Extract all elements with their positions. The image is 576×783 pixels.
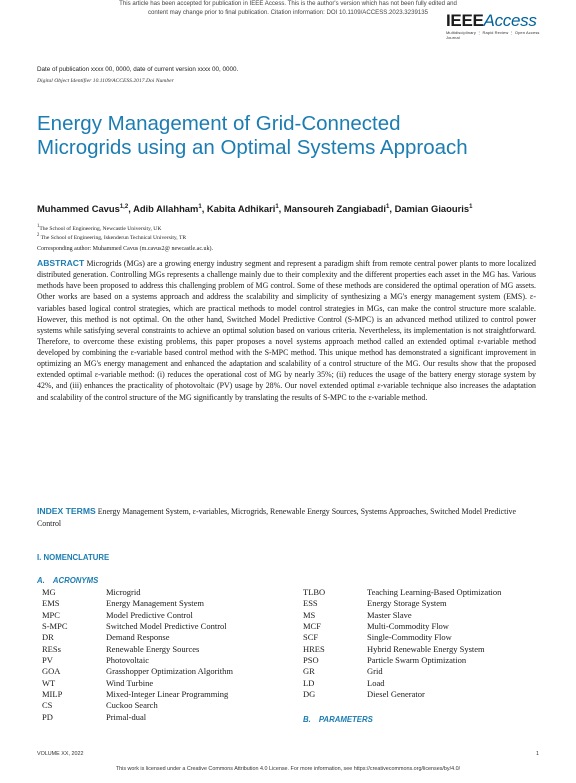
- doi-line: Digital Object Identifier 10.1109/ACCESS.2017.Doi Number: [37, 78, 174, 84]
- acronym-row: [42, 700, 233, 711]
- acronym-row: [303, 610, 501, 621]
- author-affiliation-mark: 1: [275, 204, 279, 210]
- acronym-definition: Particle Swarm Optimization: [367, 655, 467, 666]
- acronym-row: [42, 621, 233, 632]
- author-name: Mansoureh Zangiabadi: [283, 203, 386, 215]
- acronym-row: [42, 598, 233, 609]
- acronym-abbr: GOA: [42, 666, 61, 677]
- volume-footer: VOLUME XX, 2022: [37, 751, 84, 757]
- index-terms-heading: INDEX TERMS: [37, 506, 96, 516]
- acronym-abbr: MG: [42, 587, 56, 597]
- acronym-abbr: HRES: [303, 643, 325, 654]
- author-affiliation-mark: 1: [386, 204, 390, 210]
- acronym-definition: Teaching Learning-Based Optimization: [367, 587, 502, 597]
- author-name: Adib Allahham: [133, 203, 199, 215]
- acronym-abbr: WT: [42, 677, 56, 688]
- acronym-abbr: MCF: [303, 621, 321, 632]
- acronym-row: [303, 644, 501, 655]
- section-nomenclature-heading: I. NOMENCLATURE: [37, 553, 110, 562]
- acronym-row: [42, 587, 233, 598]
- acronym-abbr: S-MPC: [42, 621, 68, 632]
- acronym-definition: Multi-Commodity Flow: [367, 621, 449, 632]
- acronym-definition: Master Slave: [367, 609, 412, 620]
- author-list: Muhammed Cavus$^{1,2}$, Adib Allahham$^1$, Kabita Adhikari$^1$, Mansoureh Zangiabadi$^1$, Damian Giaouris$^1$: [37, 203, 473, 215]
- acronym-row: [42, 712, 233, 723]
- acronym-definition: Switched Model Predictive Control: [106, 621, 227, 632]
- abstract-text: Microgrids (MGs) are a growing energy industry segment and represent a paradigm shift from remote central power plants to more localized distributed generation. Controlling MGs represents a challenge mainly due to their complexity and the different properties each asset in the MG has. Various methods have been proposed to address this challenging problem of MG control. Some of these methods are considered the optimal operation of MG assets. Other works are based on a systems approach and address the scalability and simplicity of synthesizing a MG's energy management system (EMS). ε-variables based logical control strategies, which are practical methods to model control strategies in MGs, can make the control structure more scalable. However, this method is not optimal. On the other hand, Switched Model Predictive Control (S-MPC) is an advanced method utilized to control power systems while satisfying several constraints to achieve an optimal solution based on various criteria. Nevertheless, its implementation is not straightforward. Therefore, to overcome these existing problems, this paper proposes a novel systems approach method called an extended optimal ε-variable method developed by combining the ε-variable based control method with the S-MPC method. This unique method has demonstrated a significant improvement in optimizing an MG's energy management and enhanced the adaptation and scalability of a control structure of the MG. Our results show that the proposed extended optimal ε-variable method: (i) reduces the operational cost of MG by nearly 35%; (ii) reduces the usage of the battery energy storage system by 42%, and (iii) enhances the practicality of photovoltaic (PV) usage by 28%. Our novel extended optimal ε-variable technique also increases the adaptation and scalability of the control structure of the MG significantly by translating the results of S-MPC to the ε-variable method.: [37, 259, 537, 402]
- acronym-definition: Wind Turbine: [106, 677, 154, 688]
- acronym-row: [42, 655, 233, 666]
- logo-ieee-text: IEEE: [446, 11, 484, 30]
- corresponding-author: Corresponding author: Muhammed Cavus (m.cavus2@ newcastle.ac.uk).: [37, 246, 213, 252]
- acronym-definition: Grasshopper Optimization Algorithm: [106, 666, 234, 677]
- acronym-abbr: RESs: [42, 643, 61, 654]
- acronym-row: [42, 644, 233, 655]
- acronym-row: [303, 587, 501, 598]
- acronym-abbr: CS: [42, 700, 53, 711]
- acronym-abbr: PSO: [303, 655, 319, 666]
- author-name: Kabita Adhikari: [206, 203, 276, 215]
- acronym-definition: Energy Management System: [106, 598, 205, 609]
- acronym-definition: Diesel Generator: [367, 689, 425, 700]
- acronym-abbr: TLBO: [303, 587, 326, 597]
- acceptance-notice-line1: This article has been accepted for publication in IEEE Access. This is the author's version which has not been fully edited and: [119, 0, 457, 7]
- acronym-definition: Microgrid: [106, 587, 141, 597]
- author-affiliation-mark: 1: [198, 204, 202, 210]
- acronym-definition: Mixed-Integer Linear Programming: [106, 689, 229, 700]
- acronym-row: [303, 655, 501, 666]
- license-footer: This work is licensed under a Creative Commons Attribution 4.0 License. For more information, see https://creativecommons.org/licenses/by/4.0/: [115, 766, 461, 772]
- acronym-definition: Cuckoo Search: [106, 700, 158, 711]
- subsection-parameters-heading: B. PARAMETERS: [303, 715, 373, 724]
- affiliation-2: $^2$ The School of Engineering, Iskenderun Technical University, TR: [37, 233, 187, 241]
- acronym-row: [303, 632, 501, 643]
- abstract-heading: ABSTRACT: [37, 258, 85, 268]
- acceptance-notice-line2: content may change prior to final publication. Citation information: DOI 10.1109/ACCESS.2023.3239135: [147, 8, 429, 16]
- acronym-row: [303, 689, 501, 700]
- acronym-definition: Renewable Energy Sources: [106, 643, 200, 654]
- logo-tagline: Multidisciplinary ⋮ Rapid Review ⋮ Open Access Journal: [446, 30, 540, 40]
- acronym-definition: Single-Commodity Flow: [367, 632, 452, 643]
- publication-date: Date of publication xxxx 00, 0000, date of current version xxxx 00, 0000.: [37, 66, 239, 73]
- acronym-row: [303, 678, 501, 689]
- ieee-access-logo: [446, 11, 542, 41]
- acronyms-table-left: [42, 587, 233, 723]
- acronym-row: [42, 632, 233, 643]
- acronym-definition: Hybrid Renewable Energy System: [367, 643, 485, 654]
- acronym-row: [42, 689, 233, 700]
- author-affiliation-mark: 1: [469, 204, 473, 210]
- acronym-row: [42, 666, 233, 677]
- acronym-definition: Energy Storage System: [367, 598, 447, 609]
- acronym-abbr: PD: [42, 711, 53, 722]
- logo-access-text: Access: [483, 11, 537, 30]
- index-terms: [37, 505, 536, 530]
- acronym-definition: Load: [367, 677, 385, 688]
- acronym-row: [303, 666, 501, 677]
- acronym-row: [303, 598, 501, 609]
- acronym-abbr: PV: [42, 655, 53, 666]
- acronym-abbr: LD: [303, 677, 315, 688]
- acronym-row: [42, 610, 233, 621]
- acronym-definition: Grid: [367, 666, 383, 677]
- acronym-abbr: SCF: [303, 632, 319, 643]
- acronym-definition: Photovoltaic: [106, 655, 149, 666]
- acronym-abbr: GR: [303, 666, 315, 677]
- subsection-acronyms-heading: A. ACRONYMS: [37, 576, 99, 585]
- acronym-abbr: MPC: [42, 609, 60, 620]
- acronym-abbr: MILP: [42, 689, 63, 700]
- author-name: Damian Giaouris: [394, 203, 470, 215]
- acronym-abbr: DG: [303, 689, 316, 700]
- paper-title: Energy Management of Grid-Connected Microgrids using an Optimal Systems Approach: [37, 112, 468, 159]
- page-number: 1: [536, 751, 539, 757]
- acronym-row: [303, 621, 501, 632]
- index-terms-text: Energy Management System, ε-variables, Microgrids, Renewable Energy Sources, Systems Approaches, Switched Model Predictive Control: [37, 507, 517, 528]
- affiliation-1: $^1$The School of Engineering, Newcastle University, UK: [37, 224, 162, 232]
- acronym-row: [42, 678, 233, 689]
- acronym-abbr: DR: [42, 632, 54, 643]
- acronym-definition: Model Predictive Control: [106, 609, 193, 620]
- acronym-abbr: ESS: [303, 598, 318, 609]
- acronym-definition: Primal-dual: [106, 711, 147, 722]
- author-name: Muhammed Cavus: [37, 203, 120, 215]
- acronym-abbr: MS: [303, 609, 316, 620]
- acronym-definition: Demand Response: [106, 632, 170, 643]
- abstract: [37, 258, 536, 403]
- author-affiliation-mark: 1,2: [119, 204, 129, 210]
- acronym-abbr: EMS: [42, 598, 60, 609]
- acronyms-table-right: [303, 587, 501, 700]
